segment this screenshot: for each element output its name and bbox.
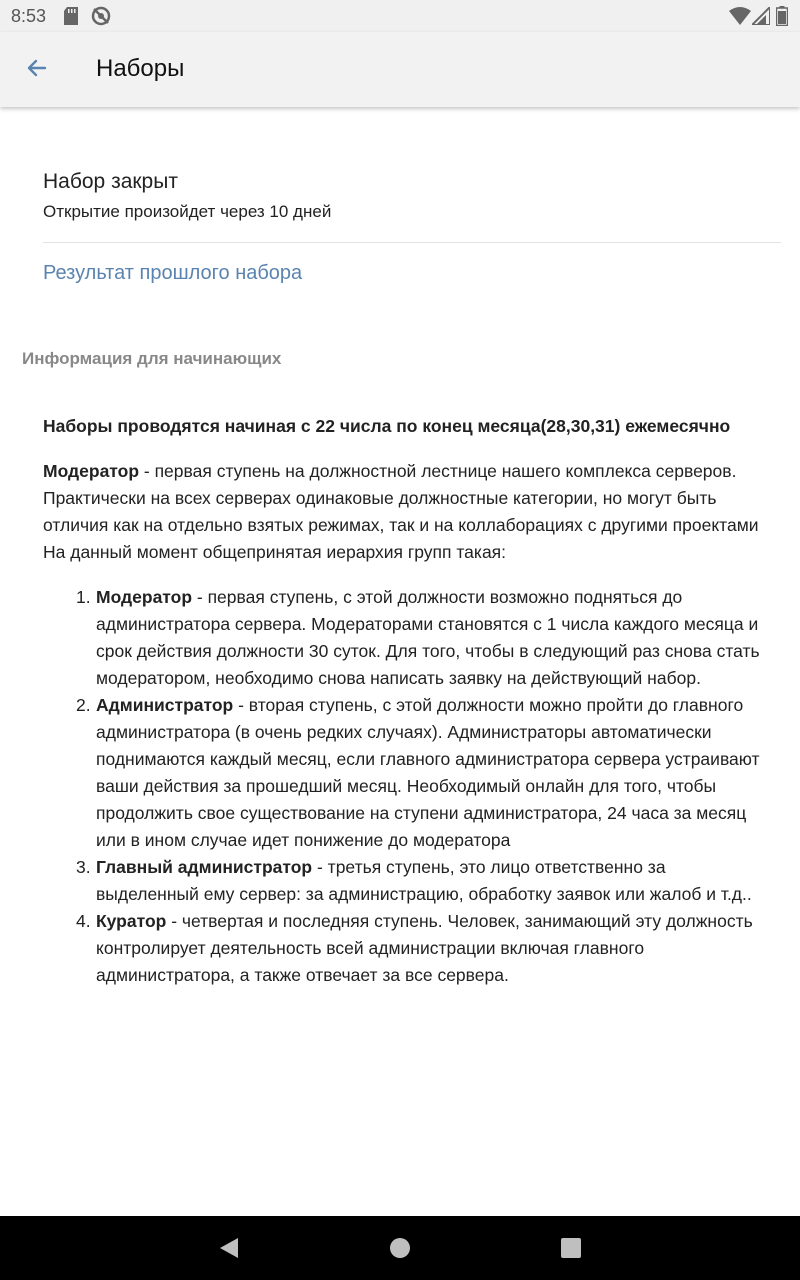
divider bbox=[43, 242, 781, 243]
navigation-bar bbox=[0, 1216, 800, 1280]
battery-icon bbox=[776, 6, 788, 31]
status-bar bbox=[0, 0, 800, 32]
moderator-paragraph bbox=[43, 458, 768, 539]
recruitment-status: Набор закрыт bbox=[43, 170, 178, 193]
arrow-left-icon bbox=[25, 56, 49, 85]
page-title: Наборы bbox=[96, 55, 185, 82]
home-circle-icon[interactable] bbox=[388, 1236, 412, 1265]
rank-term: Куратор bbox=[96, 911, 167, 931]
section-header: Информация для начинающих bbox=[22, 349, 282, 368]
moderator-text: - первая ступень на должностной лестнице нашего комплекса серверов. Практически на всех серверах одинаковые должностные категории, но могут быть отличия как на отдельно взятых режимах, так и на коллаборациях с другими проектами bbox=[43, 461, 759, 535]
rank-text: - вторая ступень, с этой должности можно пройти до главного администратора (в очень редких случаях). Администраторы автоматически поднимаются каждый месяц, если главного администратора сервера устраивают ваши действия за прошедший месяц. Необходимый онлайн для того, чтобы продолжить свое существование на ступени администратора, 24 часа за месяц или в ином случае идет понижение до модератора bbox=[96, 695, 760, 850]
rank-term: Главный администратор bbox=[96, 857, 313, 877]
list-item bbox=[76, 692, 768, 854]
rank-term: Администратор bbox=[96, 695, 234, 715]
recruitment-subtitle: Открытие произойдет через 10 дней bbox=[43, 202, 332, 221]
rank-text: - третья ступень, это лицо ответственно за выделенный ему сервер: за администрацию, обработку заявок или жалоб и т.д.. bbox=[96, 857, 752, 904]
wifi-icon bbox=[729, 7, 751, 30]
list-item bbox=[76, 908, 768, 989]
hierarchy-intro: На данный момент общепринятая иерархия групп такая: bbox=[43, 542, 507, 562]
back-button[interactable] bbox=[14, 47, 60, 93]
status-time: 8:53 bbox=[11, 6, 47, 26]
list-number: 3. bbox=[76, 857, 91, 877]
list-item bbox=[76, 854, 768, 908]
list-number: 1. bbox=[76, 587, 91, 607]
list-item bbox=[76, 584, 768, 692]
rank-text: - четвертая и последняя ступень. Человек, занимающий эту должность контролирует деятельность всей администрации включая главного администратора, а также отвечает за все сервера. bbox=[96, 911, 753, 985]
moderator-term: Модератор bbox=[43, 461, 140, 481]
sd-card-icon bbox=[64, 7, 78, 30]
lead-paragraph: Наборы проводятся начиная с 22 числа по конец месяца(28,30,31) ежемесячно bbox=[43, 416, 731, 436]
sync-disabled-icon bbox=[91, 6, 111, 31]
list-number: 4. bbox=[76, 911, 91, 931]
previous-result-link[interactable]: Результат прошлого набора bbox=[43, 262, 303, 284]
list-number: 2. bbox=[76, 695, 91, 715]
back-triangle-icon[interactable] bbox=[218, 1236, 240, 1265]
rank-text: - первая ступень, с этой должности возможно подняться до администратора сервера. Модераторами становятся с 1 числа каждого месяца и срок действия должности 30 суток. Для того, чтобы в следующий раз снова стать модератором, необходимо снова написать заявку на действующий набор. bbox=[96, 587, 760, 688]
app-bar bbox=[0, 32, 800, 107]
info-body bbox=[43, 413, 768, 989]
signal-icon bbox=[752, 7, 770, 30]
rank-list bbox=[43, 584, 768, 989]
rank-term: Модератор bbox=[96, 587, 193, 607]
recents-square-icon[interactable] bbox=[560, 1237, 582, 1264]
